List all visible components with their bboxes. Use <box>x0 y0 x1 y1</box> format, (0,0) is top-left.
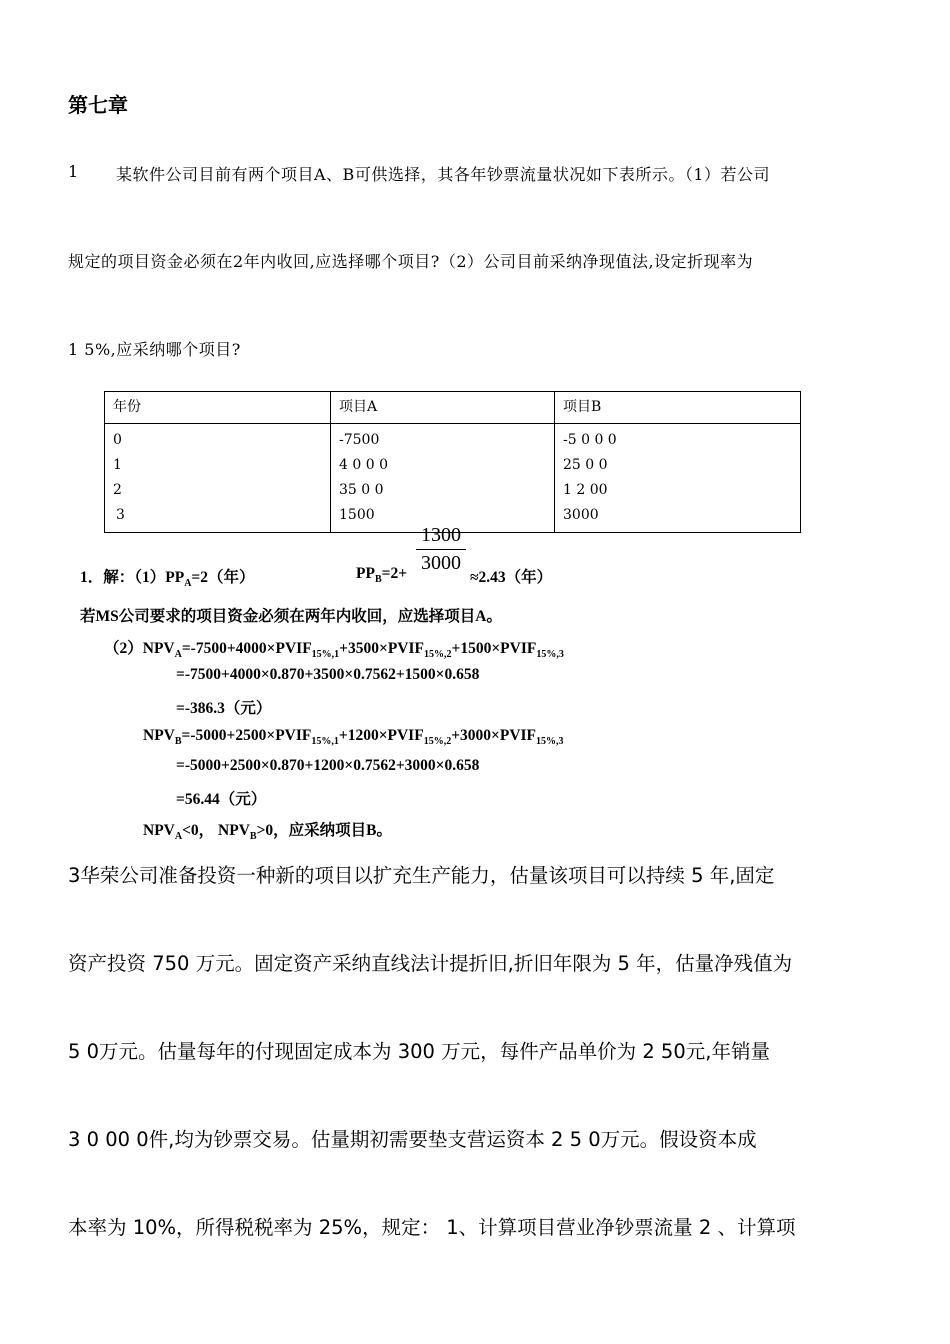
question-number: 1 <box>68 162 79 181</box>
year-column <box>105 424 331 533</box>
question3-line2: 资产投资 750 万元。固定资产采纳直线法计提折旧,折旧年限为 5 年，估量净残值为 <box>68 952 793 975</box>
question1-line1: 某软件公司目前有两个项目A、B可供选择，其各年钞票流量状况如下表所示。（1）若公司 <box>116 165 770 184</box>
project-a-column <box>331 424 555 533</box>
year-cell: 3 <box>116 507 125 523</box>
solution-line1: 1．解：$(1)PP_A=2$（年） <box>80 569 255 590</box>
question1-line2: 规定的项目资金必须在2年内收回,应选择哪个项目?（2）公司目前采纳净现值法,设定折现率为 <box>68 252 754 271</box>
cash-flow-table <box>104 391 801 533</box>
question1-line3: 1 5%,应采纳哪个项目? <box>68 340 241 359</box>
npva-line1: $(2)NPV_A=-7500+4000\times PVIF_{15\%,1}+3500\times PVIF_{15\%,2}+1500\times PVIF_{15\%,3}$ <box>104 640 564 661</box>
npva-line3: =-386.3（元） <box>176 700 272 717</box>
question3-line5: 本率为 10%，所得税税率为 25%，规定： 1、计算项目营业净钞票流量 2 、计算项 <box>68 1216 796 1239</box>
year-cell: 1 <box>113 457 122 473</box>
npvb-line3: =56.44（元） <box>176 791 267 808</box>
project-a-cell: 1500 <box>339 507 375 523</box>
header-project-a: 项目A <box>331 392 555 424</box>
project-b-cell: 1 2 00 <box>563 482 608 498</box>
project-b-cell: 25 0 0 <box>563 457 608 473</box>
chapter-title: 第七章 <box>68 93 128 117</box>
npvb-line1: $NPV_B=-5000+2500\times PVIF_{15\%,1}+1200\times PVIF_{15\%,2}+3000\times PVIF_{15\%,3}$ <box>143 727 564 748</box>
project-b-cell: -5 0 0 0 <box>563 432 617 448</box>
fraction-bar <box>416 549 466 550</box>
npvb-line2: =-5000+2500×0.870+1200×0.7562+3000×0.658 <box>176 757 480 774</box>
solution-ppb: $PP_B=2+$ <box>356 565 408 586</box>
fraction-numerator: 1300 <box>421 524 461 546</box>
fraction-denominator: 3000 <box>421 552 461 574</box>
question3-line1: 3华荣公司准备投资一种新的项目以扩充生产能力，估量该项目可以持续 5 年,固定 <box>68 864 775 887</box>
question3-line3: 5 0万元。估量每年的付现固定成本为 300 万元，每件产品单价为 2 50元,年销量 <box>68 1040 770 1063</box>
project-a-cell: 35 0 0 <box>339 482 384 498</box>
project-a-cell: 4 0 0 0 <box>339 457 388 473</box>
solution-conclusion: $NPV_A<0$， $NPV_B>0$，应采纳项目B。 <box>143 822 393 843</box>
project-a-cell: -7500 <box>339 432 380 448</box>
solution-ppb-result: ≈2.43（年） <box>470 569 553 586</box>
year-cell: 2 <box>113 482 122 498</box>
year-cell: 0 <box>113 432 122 448</box>
project-b-cell: 3000 <box>563 507 599 523</box>
project-b-column <box>555 424 801 533</box>
question3-line4: 3 0 00 0件,均为钞票交易。估量期初需要垫支营运资本 2 5 0万元。假设资本成 <box>68 1128 757 1151</box>
header-project-b: 项目B <box>555 392 801 424</box>
payback-fraction <box>416 524 466 575</box>
header-year: 年份 <box>105 392 331 424</box>
npva-line2: =-7500+4000×0.870+3500×0.7562+1500×0.658 <box>176 666 480 683</box>
solution-line2: 若MS公司要求的项目资金必须在两年内收回，应选择项目A。 <box>80 608 502 625</box>
